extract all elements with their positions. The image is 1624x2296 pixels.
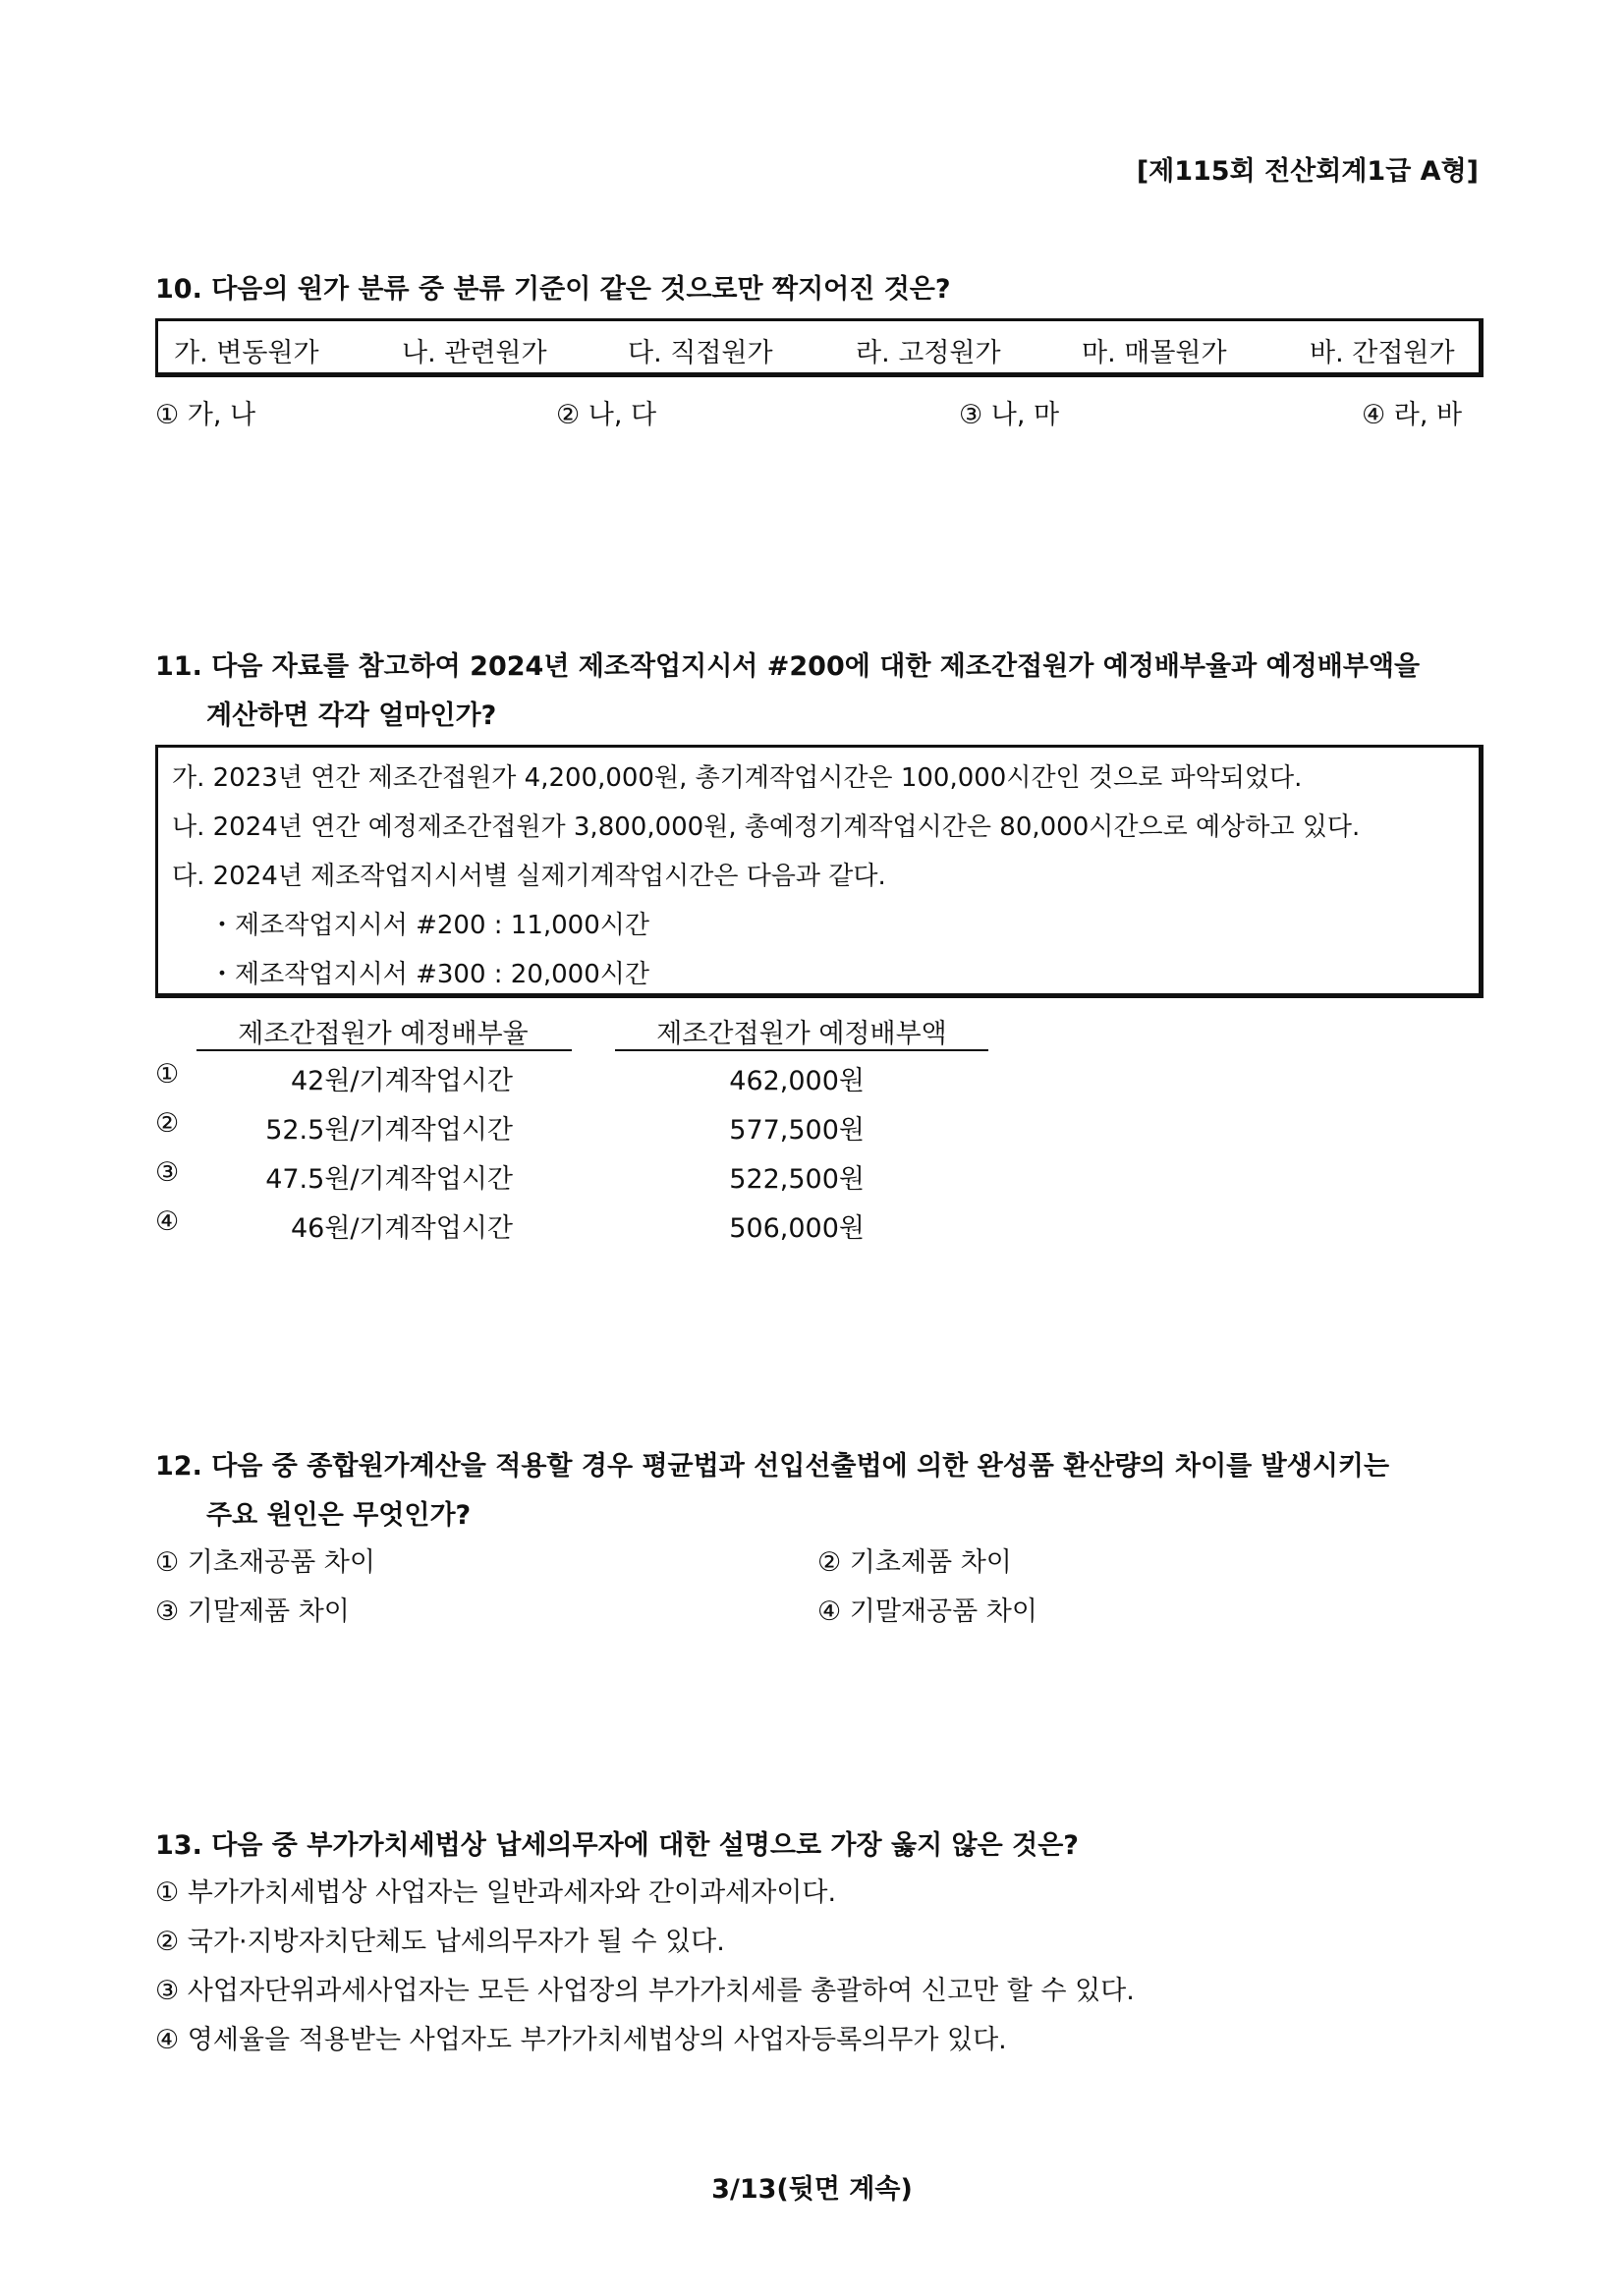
question-10-item-box (155, 318, 1484, 377)
q13-option-4[interactable]: ④ 영세율을 적용받는 사업자도 부가가치세법상의 사업자등록의무가 있다. (155, 2025, 1007, 2055)
q10-item-3: 다. 직접원가 (628, 338, 773, 368)
q11-answer-amount: 462,000원 (729, 1066, 865, 1096)
q10-item-5: 마. 매몰원가 (1082, 338, 1227, 368)
q12-option-1[interactable]: ① 기초재공품 차이 (155, 1547, 375, 1578)
q11-answer-number: ④ (155, 1206, 180, 1237)
q11-answer-amount: 522,500원 (729, 1164, 865, 1195)
q10-item-2: 나. 관련원가 (402, 338, 547, 368)
q11-answer-rate: 42원/기계작업시간 (290, 1066, 513, 1096)
question-11-data-box (155, 745, 1484, 998)
q11-answer-number: ① (155, 1059, 180, 1090)
q11-amount-header-underline (615, 1049, 988, 1051)
q11-answer-rate: 47.5원/기계작업시간 (265, 1164, 513, 1195)
q10-item-1: 가. 변동원가 (174, 338, 319, 368)
q10-option-2[interactable]: ② 나, 다 (556, 400, 657, 430)
q12-option-2[interactable]: ② 기초제품 차이 (817, 1547, 1012, 1578)
q13-option-3[interactable]: ③ 사업자단위과세사업자는 모든 사업장의 부가가치세를 총괄하여 신고만 할 수 있다. (155, 1976, 1135, 2006)
q11-data-line-3: 다. 2024년 제조작업지시서별 실제기계작업시간은 다음과 같다. (172, 862, 886, 891)
q12-option-4[interactable]: ④ 기말재공품 차이 (817, 1596, 1037, 1627)
question-12-title-cont: 주요 원인은 무엇인가? (206, 1500, 472, 1531)
question-13-title: 13. 다음 중 부가가치세법상 납세의무자에 대한 설명으로 가장 옳지 않은 것은? (155, 1830, 1079, 1861)
q11-column-header-amount: 제조간접원가 예정배부액 (656, 1019, 947, 1049)
q11-rate-header-underline (196, 1049, 572, 1051)
q11-answer-amount: 577,500원 (729, 1115, 865, 1146)
q13-option-1[interactable]: ① 부가가치세법상 사업자는 일반과세자와 간이과세자이다. (155, 1877, 837, 1908)
q13-option-2[interactable]: ② 국가·지방자치단체도 납세의무자가 될 수 있다. (155, 1927, 725, 1957)
question-11-title-cont: 계산하면 각각 얼마인가? (206, 700, 497, 731)
q11-answer-amount: 506,000원 (729, 1213, 865, 1244)
question-12-title: 12. 다음 중 종합원가계산을 적용할 경우 평균법과 선입선출법에 의한 완성품 환산량의 차이를 발생시키는 (155, 1451, 1390, 1482)
q10-item-6: 바. 간접원가 (1310, 338, 1455, 368)
q12-option-3[interactable]: ③ 기말제품 차이 (155, 1596, 350, 1627)
q11-answer-number: ② (155, 1108, 180, 1139)
q11-data-line-2: 나. 2024년 연간 예정제조간접원가 3,800,000원, 총예정기계작업시간은 80,000시간으로 예상하고 있다. (172, 812, 1361, 842)
q10-item-4: 라. 고정원가 (856, 338, 1001, 368)
question-10-title: 10. 다음의 원가 분류 중 분류 기준이 같은 것으로만 짝지어진 것은? (155, 274, 951, 305)
page-number-footer: 3/13(뒷면 계속) (711, 2174, 913, 2205)
q11-data-line-1: 가. 2023년 연간 제조간접원가 4,200,000원, 총기계작업시간은 100,000시간인 것으로 파악되었다. (172, 763, 1303, 793)
q10-option-4[interactable]: ④ 라, 바 (1362, 400, 1463, 430)
q10-option-3[interactable]: ③ 나, 마 (959, 400, 1060, 430)
question-11-title: 11. 다음 자료를 참고하여 2024년 제조작업지시서 #200에 대한 제조간접원가 예정배부율과 예정배부액을 (155, 651, 1421, 682)
q11-column-header-rate: 제조간접원가 예정배부율 (238, 1019, 529, 1049)
q10-option-1[interactable]: ① 가, 나 (155, 400, 256, 430)
q11-bullet-2: ・제조작업지시서 #300 : 20,000시간 (209, 960, 649, 989)
q11-answer-rate: 46원/기계작업시간 (290, 1213, 513, 1244)
q11-bullet-1: ・제조작업지시서 #200 : 11,000시간 (209, 911, 649, 940)
q11-answer-rate: 52.5원/기계작업시간 (265, 1115, 513, 1146)
exam-header-title: [제115회 전산회계1급 A형] (1136, 156, 1479, 187)
q11-answer-number: ③ (155, 1157, 180, 1188)
